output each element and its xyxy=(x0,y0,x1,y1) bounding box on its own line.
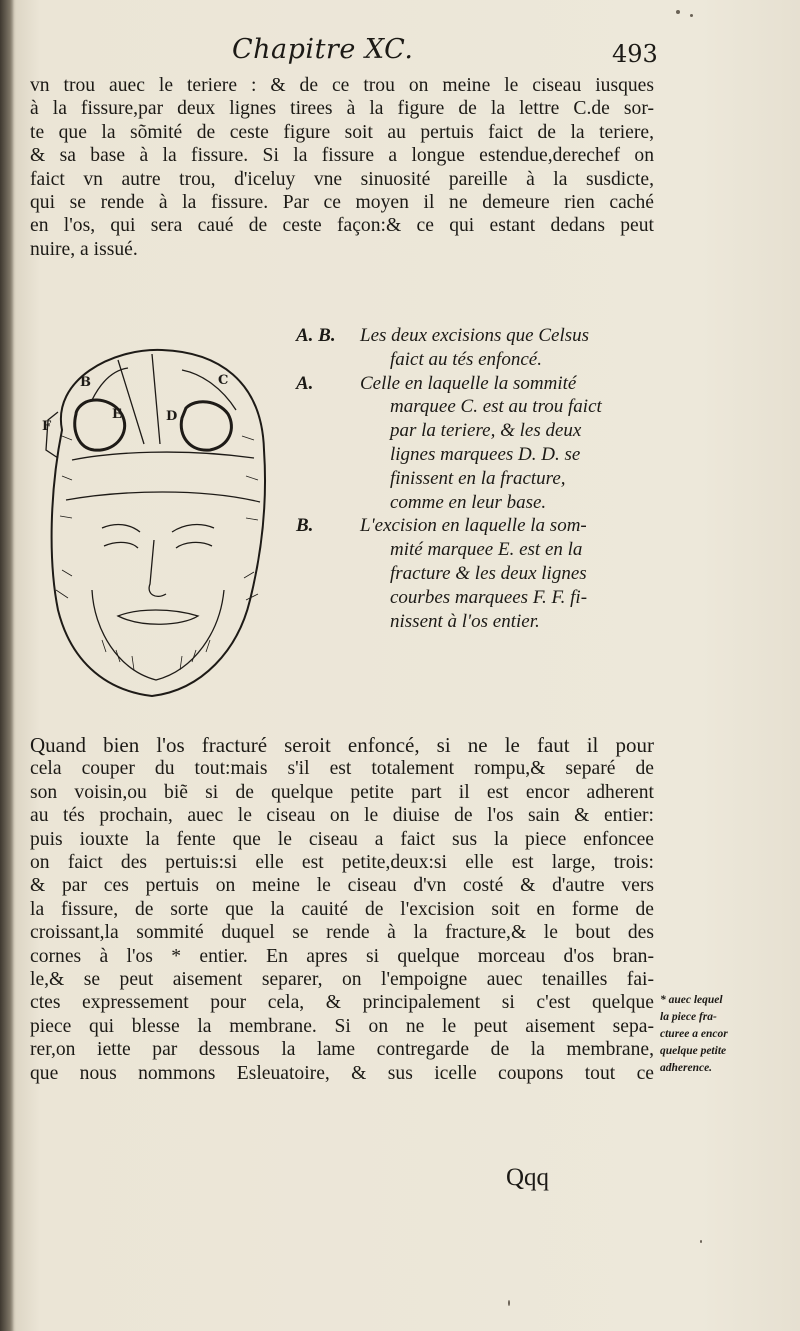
figure-caption xyxy=(296,324,656,633)
text-line: cornes à l'os * entier. En apres si quelque morceau d'os bran- xyxy=(30,945,654,967)
text-line: & par ces pertuis on meine le ciseau d'vn costé & d'autre vers xyxy=(30,875,654,897)
paper-speck xyxy=(676,10,680,14)
caption-line: marquee C. est au trou faict xyxy=(390,396,602,418)
figure-label: D xyxy=(166,409,178,424)
book-binding-shadow xyxy=(0,0,14,1331)
margin-note-line: quelque petite xyxy=(660,1045,727,1057)
margin-note-line: adherence. xyxy=(660,1062,713,1074)
caption-line: nissent à l'os entier. xyxy=(390,610,540,632)
text-line: te que la sõmité de ceste figure soit au pertuis faict de la teriere, xyxy=(30,121,654,143)
paragraph-2 xyxy=(30,734,654,1085)
text-line: vn trou auec le teriere : & de ce trou on meine le ciseau iusques xyxy=(30,75,654,96)
text-line: que nous nommons Esleuatoire, & sus icelle coupons tout ce xyxy=(30,1062,654,1084)
text-line: son voisin,ou biẽ si de quelque petite part il est encor adherent xyxy=(30,781,654,803)
margin-note-line: * auec lequel xyxy=(660,994,723,1006)
text-line: on faict des pertuis:si elle est petite,deux:si elle est large, trois: xyxy=(30,852,654,874)
text-line: la fissure, de sorte que la cauité de l'excision soit en forme de xyxy=(30,898,654,920)
woodcut-head-illustration xyxy=(32,340,278,706)
text-line: en l'os, qui sera caué de ceste façon:& ce qui estant dedans peut xyxy=(30,215,654,237)
figure-label: E xyxy=(112,407,122,422)
signature-mark: Qqq xyxy=(506,1164,550,1191)
figure-label: C xyxy=(218,373,229,388)
caption-line: faict au tés enfoncé. xyxy=(390,348,542,370)
text-line: Quand bien l'os fracturé seroit enfoncé, si ne le faut il pour xyxy=(30,734,654,757)
paragraph-1 xyxy=(30,74,654,261)
chapter-title: Chapitre XC. xyxy=(232,34,414,65)
running-header xyxy=(0,34,800,74)
caption-entry-a xyxy=(296,372,656,515)
text-line: faict vn autre trou, d'iceluy vne sinuosité pareille à la susdicte, xyxy=(30,168,654,190)
paper-speck xyxy=(690,14,693,17)
text-line: à la fissure,par deux lignes tirees à la figure de la lettre C.de sor- xyxy=(30,98,654,120)
margin-note xyxy=(660,992,772,1077)
caption-line: Les deux excisions que Celsus xyxy=(360,325,590,346)
text-line: qui se rende à la fissure. Par ce moyen il ne demeure rien caché xyxy=(30,192,654,214)
caption-line: finissent en la fracture, xyxy=(390,467,566,489)
caption-line: courbes marquees F. F. fi- xyxy=(390,586,588,608)
margin-note-line: cturee a encor xyxy=(660,1028,728,1040)
text-line: ctes expressement pour cela, & principalement si c'est quelque xyxy=(30,992,654,1014)
text-line: croissant,la sommité duquel se rende à la fracture,& le bout des xyxy=(30,922,654,944)
text-line: puis iouxte la fente que le ciseau a faict sus la piece enfoncee xyxy=(30,828,654,850)
text-line: cela couper du tout:mais s'il est totalement rompu,& separé de xyxy=(30,758,654,780)
paper-speck xyxy=(700,1240,702,1243)
caption-line: fracture & les deux lignes xyxy=(390,562,587,584)
caption-line: par la teriere, & les deux xyxy=(390,420,582,442)
text-line: nuire, a issué. xyxy=(30,238,138,260)
text-line: & sa base à la fissure. Si la fissure a longue estendue,derechef on xyxy=(30,145,654,167)
caption-line: lignes marquees D. D. se xyxy=(390,443,581,465)
figure-label: B xyxy=(80,375,91,390)
page-number: 493 xyxy=(612,40,658,68)
text-line: piece qui blesse la membrane. Si on ne le peut aisement sepa- xyxy=(30,1015,654,1037)
caption-line: L'excision en laquelle la som- xyxy=(360,515,587,537)
paper-speck xyxy=(508,1300,510,1306)
caption-key: A. xyxy=(296,372,314,394)
text-line: rer,on iette par dessous la lame contregarde de la membrane, xyxy=(30,1039,654,1061)
caption-entry-ab xyxy=(296,324,656,372)
caption-key: B. xyxy=(296,515,314,537)
text-line: au tés prochain, auec le ciseau on le diuise de l'os sain & entier: xyxy=(30,805,654,827)
caption-line: Celle en laquelle la sommité xyxy=(360,372,577,394)
caption-entry-b xyxy=(296,514,656,633)
caption-line: mité marquee E. est en la xyxy=(390,539,583,561)
figure-label: F xyxy=(42,419,52,434)
caption-key: A. B. xyxy=(296,325,336,346)
margin-note-line: la piece fra- xyxy=(660,1011,717,1023)
text-line: le,& se peut aisement separer, on l'empoigne auec tenailles fai- xyxy=(30,969,654,991)
caption-line: comme en leur base. xyxy=(390,491,547,513)
